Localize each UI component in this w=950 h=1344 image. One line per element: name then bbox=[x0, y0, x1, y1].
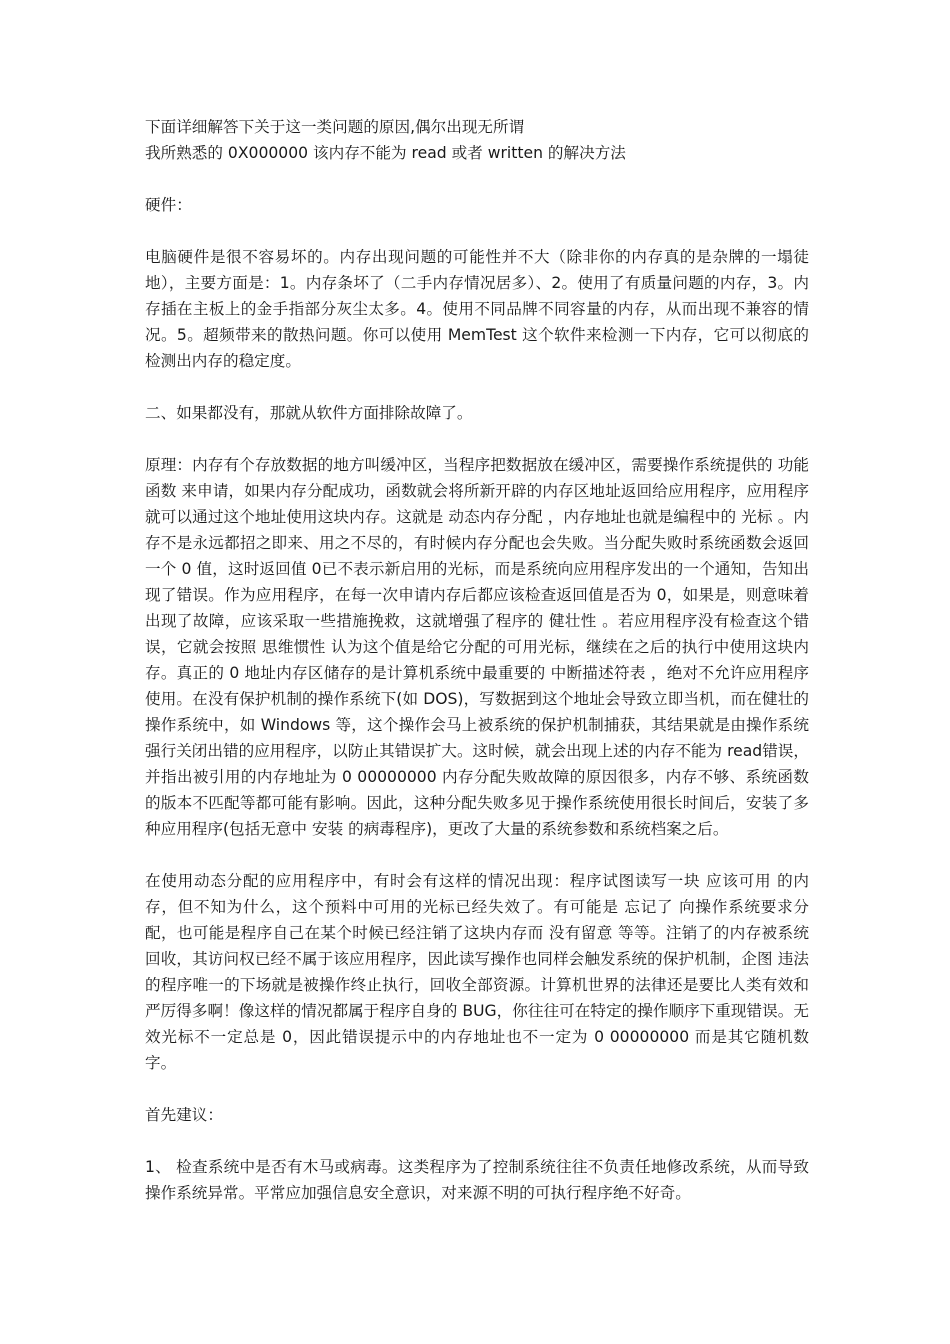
software-heading: 二、如果都没有，那就从软件方面排除故障了。 bbox=[145, 404, 473, 422]
document-body bbox=[145, 114, 809, 1206]
hardware-paragraph: 电脑硬件是很不容易坏的。内存出现问题的可能性并不大（除非你的内存真的是杂牌的一塌徒地），主要方面是：1。内存条坏了（二手内存情况居多）、2。使用了有质量问题的内存，3。内存插在主板上的金手指部分灰尘太多。4。使用不同品牌不同容量的内存，从而出现不兼容的情况。5。超频带来的散热问题。你可以使用 MemTest 这个软件来检测一下内存，它可以彻底的检测出内存的稳定度。 bbox=[145, 248, 809, 370]
dynamic-allocation-paragraph: 在使用动态分配的应用程序中，有时会有这样的情况出现：程序试图读写一块 应该可用 的内存，但不知为什么，这个预料中可用的光标已经失效了。有可能是 忘记了 向操作系统要求分配，也可能是程序自己在某个时候已经注销了这块内存而 没有留意 等等。注销了的内存被系统回收，其访问权已经不属于该应用程序，因此读写操作也同样会触发系统的保护机制，企图 违法 的程序唯一的下场就是被操作终止执行，回收全部资源。计算机世界的法律还是要比人类有效和严厉得多啊！像这样的情况都属于程序自身的 BUG，你往往可在特定的操作顺序下重现错误。无效光标不一定总是 0，因此错误提示中的内存地址也不一定为 0 00000000 而是其它随机数字。 bbox=[145, 872, 809, 1072]
hardware-heading: 硬件： bbox=[145, 196, 192, 214]
intro-line-1: 下面详细解答下关于这一类问题的原因,偶尔出现无所谓 bbox=[145, 118, 525, 136]
principle-paragraph: 原理：内存有个存放数据的地方叫缓冲区，当程序把数据放在缓冲区，需要操作系统提供的 功能函数 来申请，如果内存分配成功，函数就会将所新开辟的内存区地址返回给应用程序，应用程序就可以通过这个地址使用这块内存。这就是 动态内存分配 ，内存地址也就是编程中的 光标 。内存不是永远都招之即来、用之不尽的，有时候内存分配也会失败。当分配失败时系统函数会返回一个 0 值，这时返回值 0已不表示新启用的光标，而是系统向应用程序发出的一个通知，告知出现了错误。作为应用程序，在每一次申请内存后都应该检查返回值是否为 0，如果是，则意味着出现了故障，应该采取一些措施挽救，这就增强了程序的 健壮性 。若应用程序没有检查这个错误，它就会按照 思维惯性 认为这个值是给它分配的可用光标，继续在之后的执行中使用这块内存。真正的 0 地址内存区储存的是计算机系统中最重要的 中断描述符表 ，绝对不允许应用程序使用。在没有保护机制的操作系统下(如 DOS)，写数据到这个地址会导致立即当机，而在健壮的操作系统中，如 Windows 等，这个操作会马上被系统的保护机制捕获，其结果就是由操作系统强行关闭出错的应用程序，以防止其错误扩大。这时候，就会出现上述的内存不能为 read错误，并指出被引用的内存地址为 0 00000000 内存分配失败故障的原因很多，内存不够、系统函数的版本不匹配等都可能有影响。因此，这种分配失败多见于操作系统使用很长时间后，安装了多种应用程序(包括无意中 安装 的病毒程序)，更改了大量的系统参数和系统档案之后。 bbox=[145, 456, 809, 838]
intro-line-2: 我所熟悉的 0X000000 该内存不能为 read 或者 written 的解决方法 bbox=[145, 144, 626, 162]
suggestion-item-1: 1、 检查系统中是否有木马或病毒。这类程序为了控制系统往往不负责任地修改系统，从而导致操作系统异常。平常应加强信息安全意识，对来源不明的可执行程序绝不好奇。 bbox=[145, 1158, 809, 1202]
suggestion-heading: 首先建议： bbox=[145, 1106, 223, 1124]
